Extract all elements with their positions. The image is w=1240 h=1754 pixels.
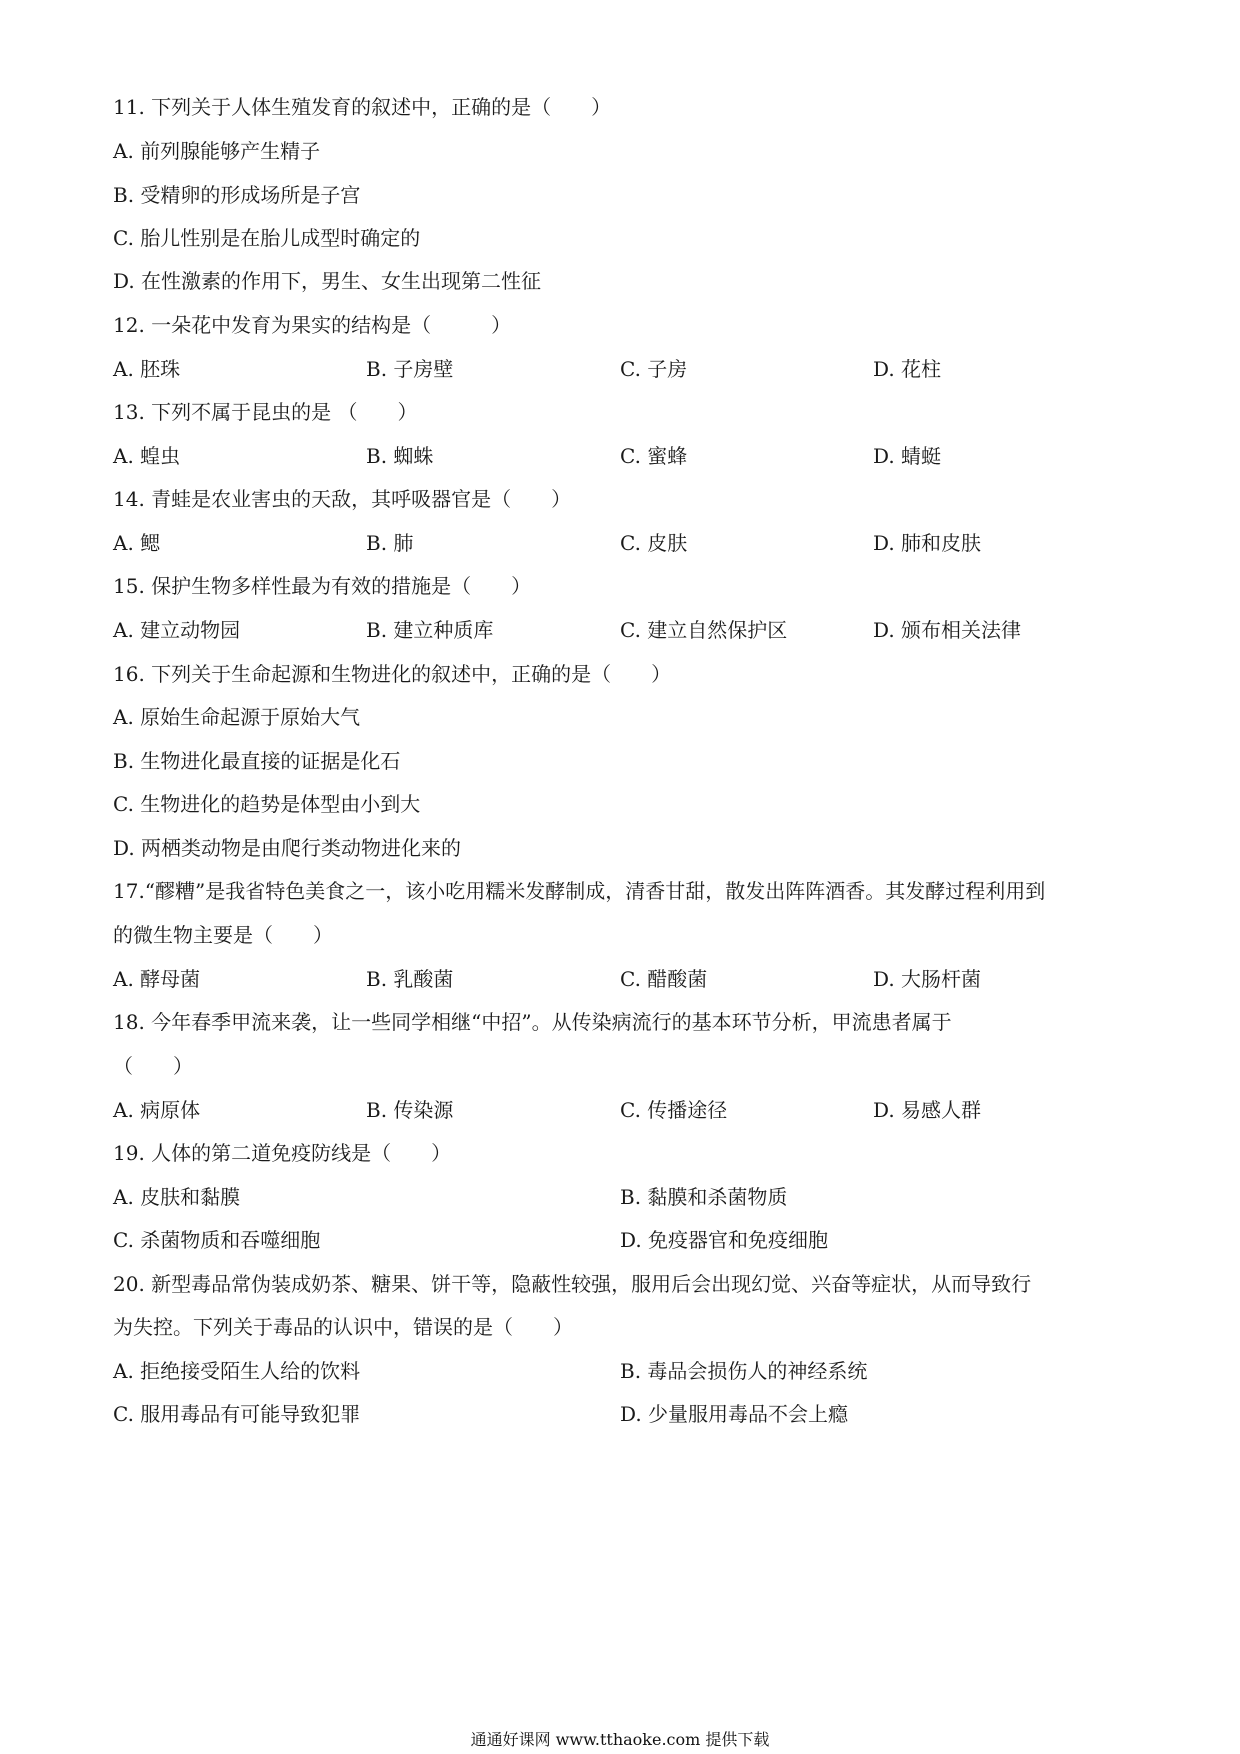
question-11-stem: 11. 下列关于人体生殖发育的叙述中，正确的是（ ） [113, 95, 612, 119]
question-16-option-b: B. 生物进化最直接的证据是化石 [113, 749, 401, 773]
question-17-option-d: D. 大肠杆菌 [873, 967, 982, 991]
question-15-option-a: A. 建立动物园 [113, 618, 241, 642]
question-13-stem: 13. 下列不属于昆虫的是 （ ） [113, 400, 418, 424]
question-15-option-b: B. 建立种质库 [366, 618, 494, 642]
question-19-option-b: B. 黏膜和杀菌物质 [620, 1185, 788, 1209]
question-17-option-a: A. 酵母菌 [113, 967, 201, 991]
page-footer: 通通好课网 www.tthaoke.com 提供下载 [470, 1730, 770, 1749]
question-13-option-a: A. 蝗虫 [113, 444, 181, 468]
question-12-option-d: D. 花柱 [873, 357, 942, 381]
question-11-option-c: C. 胎儿性别是在胎儿成型时确定的 [113, 226, 421, 250]
question-15-option-d: D. 颁布相关法律 [873, 618, 1022, 642]
question-20-stem-line-2: 为失控。下列关于毒品的认识中，错误的是（ ） [113, 1315, 573, 1339]
question-18-option-d: D. 易感人群 [873, 1098, 982, 1122]
question-18-stem-line-1: 18. 今年春季甲流来袭，让一些同学相继“中招”。从传染病流行的基本环节分析，甲流患者属于 [113, 1010, 952, 1034]
question-15-option-c: C. 建立自然保护区 [620, 618, 788, 642]
question-13-option-b: B. 蜘蛛 [366, 444, 434, 468]
question-14-option-d: D. 肺和皮肤 [873, 531, 982, 555]
question-13-option-d: D. 蜻蜓 [873, 444, 942, 468]
question-20-option-d: D. 少量服用毒品不会上瘾 [620, 1402, 849, 1426]
question-13-option-c: C. 蜜蜂 [620, 444, 688, 468]
question-16-option-c: C. 生物进化的趋势是体型由小到大 [113, 792, 421, 816]
question-17-option-b: B. 乳酸菌 [366, 967, 454, 991]
question-20-stem-line-1: 20. 新型毒品常伪装成奶茶、糖果、饼干等，隐蔽性较强，服用后会出现幻觉、兴奋等症状，从而导致行 [113, 1272, 1032, 1296]
question-14-option-b: B. 肺 [366, 531, 414, 555]
question-19-option-c: C. 杀菌物质和吞噬细胞 [113, 1228, 321, 1252]
question-20-option-b: B. 毒品会损伤人的神经系统 [620, 1359, 868, 1383]
question-14-option-a: A. 鳃 [113, 531, 161, 555]
question-11-option-b: B. 受精卵的形成场所是子宫 [113, 183, 361, 207]
question-11-option-a: A. 前列腺能够产生精子 [113, 139, 321, 163]
question-14-stem: 14. 青蛙是农业害虫的天敌，其呼吸器官是（ ） [113, 487, 572, 511]
question-20-option-c: C. 服用毒品有可能导致犯罪 [113, 1402, 361, 1426]
question-12-option-b: B. 子房壁 [366, 357, 454, 381]
question-16-option-d: D. 两栖类动物是由爬行类动物进化来的 [113, 836, 462, 860]
question-19-option-a: A. 皮肤和黏膜 [113, 1185, 241, 1209]
question-17-stem-line-1: 17.“醪糟”是我省特色美食之一，该小吃用糯米发酵制成，清香甘甜，散发出阵阵酒香。其发酵过程利用到 [113, 879, 1046, 903]
question-12-option-a: A. 胚珠 [113, 357, 181, 381]
question-18-option-c: C. 传播途径 [620, 1098, 728, 1122]
question-11-option-d: D. 在性激素的作用下，男生、女生出现第二性征 [113, 269, 542, 293]
question-18-option-a: A. 病原体 [113, 1098, 201, 1122]
question-12-stem: 12. 一朵花中发育为果实的结构是（ ） [113, 313, 512, 337]
question-20-option-a: A. 拒绝接受陌生人给的饮料 [113, 1359, 361, 1383]
question-12-option-c: C. 子房 [620, 357, 688, 381]
question-17-stem-line-2: 的微生物主要是（ ） [113, 923, 333, 947]
question-18-option-b: B. 传染源 [366, 1098, 454, 1122]
question-15-stem: 15. 保护生物多样性最为有效的措施是（ ） [113, 574, 532, 598]
question-17-option-c: C. 醋酸菌 [620, 967, 708, 991]
question-19-stem: 19. 人体的第二道免疫防线是（ ） [113, 1141, 452, 1165]
question-18-stem-line-2: （ ） [113, 1054, 193, 1078]
question-19-option-d: D. 免疫器官和免疫细胞 [620, 1228, 829, 1252]
question-14-option-c: C. 皮肤 [620, 531, 688, 555]
question-16-stem: 16. 下列关于生命起源和生物进化的叙述中，正确的是（ ） [113, 662, 672, 686]
question-16-option-a: A. 原始生命起源于原始大气 [113, 705, 361, 729]
